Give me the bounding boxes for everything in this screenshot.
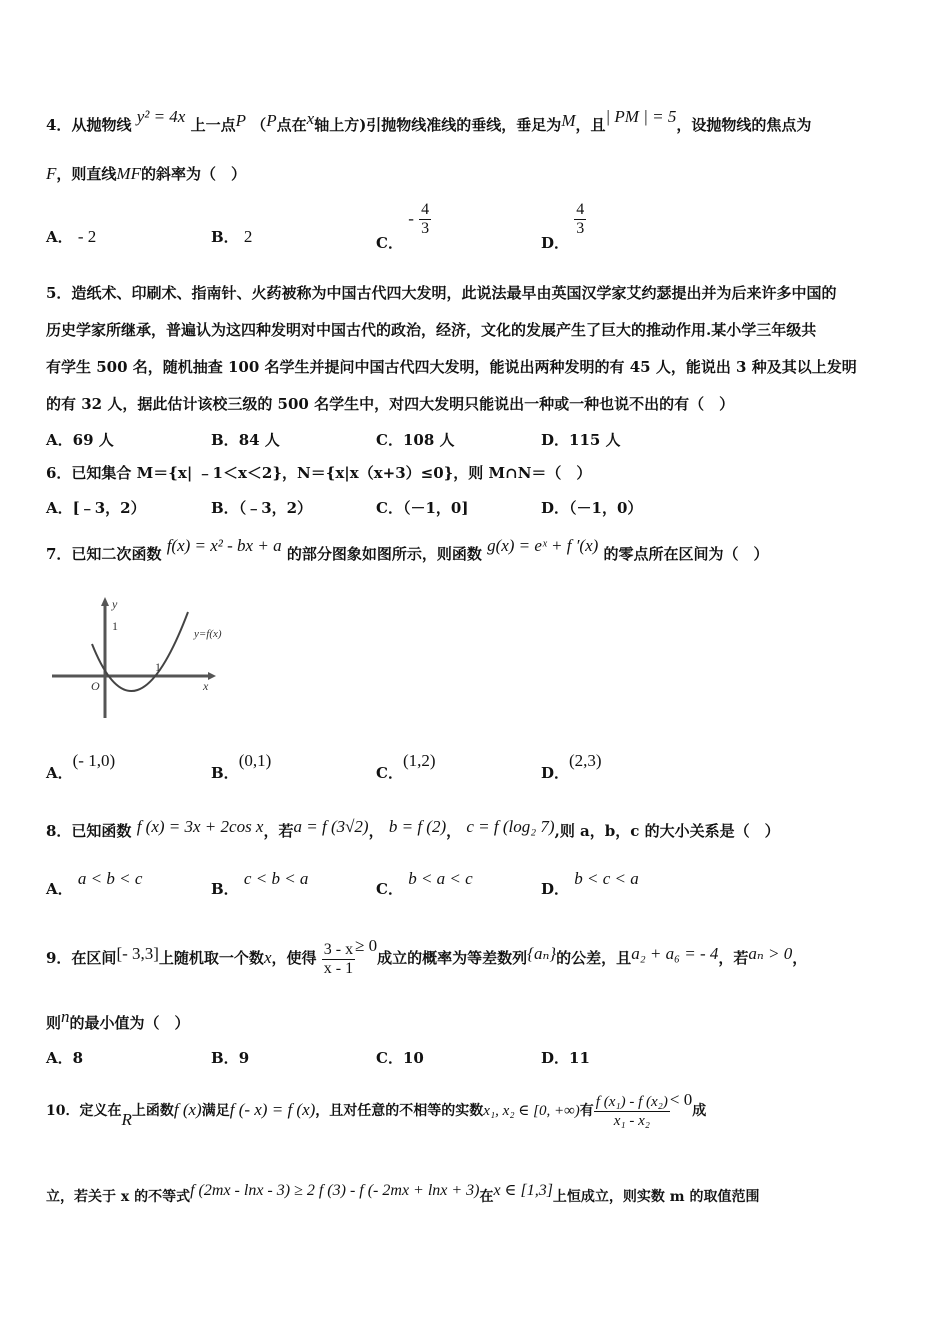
q8-option-c[interactable]: C． b < a < c xyxy=(376,869,473,898)
q5-option-d[interactable]: D．115 人 xyxy=(541,431,621,449)
q4-option-d[interactable]: D． $\frac{4}{3}$ xyxy=(541,201,585,252)
q7-option-b[interactable]: B．(0,1) xyxy=(211,751,272,782)
q9-line2: 则n的最小值为（ ） xyxy=(46,1007,190,1032)
q8-option-d[interactable]: D． b < c < a xyxy=(541,869,639,898)
x-axis-arrow xyxy=(208,672,216,680)
q7-text: 7．已知二次函数 f(x) = x² - bx + a 的部分图象如图所示，则函数 g(x) = eˣ + f ′(x) 的零点所在区间为（ ） xyxy=(46,536,769,563)
q9-option-c[interactable]: C．10 xyxy=(376,1049,424,1067)
q9-fraction: $\frac{3 - x}{x - 1}$ xyxy=(323,940,354,977)
q4-line2: F，则直线MF的斜率为（ ） xyxy=(46,164,246,183)
q4-parabola-eq: y² = 4x xyxy=(136,107,186,126)
q4-option-b[interactable]: B． 2 xyxy=(211,227,253,246)
q10-fraction: $\frac{\text{f (x₁) - f (x₂)}}{\text{x₁ - x₂}}$ xyxy=(595,1093,668,1129)
q8-a-def: a = f (3√2) xyxy=(293,817,369,836)
q4-option-a[interactable]: A． - 2 xyxy=(46,227,97,246)
q9-sum: a₂ + a₆ = - 4 xyxy=(631,944,719,963)
q4-option-c[interactable]: C． - $\frac{4}{3}$ xyxy=(376,201,430,252)
q9-option-d[interactable]: D．11 xyxy=(541,1049,590,1067)
q10-inequality: f (2mx - lnx - 3) ≥ 2 f (3) - f (- 2mx + lnx + 3) xyxy=(190,1182,480,1199)
q10-even-condition: f (- x) = f (x) xyxy=(229,1100,316,1119)
x-axis-label: x xyxy=(203,679,209,693)
q6-option-c[interactable]: C．（－1，0] xyxy=(376,499,469,517)
y-axis-label: y xyxy=(112,597,118,611)
q8-c-def: c = f (log₂ 7) xyxy=(466,817,555,836)
curve-label: y=f(x) xyxy=(194,628,222,640)
x-tick-label: 1 xyxy=(155,660,161,674)
q10-domain: x₁, x₂ ∈ [0, +∞) xyxy=(483,1103,580,1119)
q5-option-c[interactable]: C．108 人 xyxy=(376,431,455,449)
q6-option-b[interactable]: B．（﹣3，2） xyxy=(211,499,313,517)
q5-line1: 5．造纸术、印刷术、指南针、火药被称为中国古代四大发明，此说法最早由英国汉学家艾约瑟提出并为后来许多中国的 xyxy=(46,284,837,302)
q9-option-b[interactable]: B．9 xyxy=(211,1049,250,1067)
q4-option-d-fraction: $\frac{4}{3}$ xyxy=(576,201,585,237)
q7-parabola-graph xyxy=(48,592,248,722)
q9-sequence: {aₙ} xyxy=(527,944,557,963)
q7-g-def: g(x) = eˣ + f ′(x) xyxy=(487,536,599,555)
q8-text: 8．已知函数 f (x) = 3x + 2cos x，若a = f (3√2)， b = f (2)， c = f (log₂ 7),则 a，b，c 的大小关系是（ ） xyxy=(46,817,780,840)
q5-option-a[interactable]: A．69 人 xyxy=(46,431,114,449)
q8-f-def: f (x) = 3x + 2cos x xyxy=(136,817,264,836)
q5-line4: 的有 32 人，据此估计该校三级的 500 名学生中，对四大发明只能说出一种或一种也说不出的有（ ） xyxy=(46,395,735,413)
q7-option-c[interactable]: C．(1,2) xyxy=(376,751,436,782)
q4-option-c-fraction: $\frac{4}{3}$ xyxy=(421,201,430,237)
q9-option-a[interactable]: A．8 xyxy=(46,1049,84,1067)
q8-b-def: b = f (2) xyxy=(388,817,447,836)
y-axis-arrow xyxy=(101,597,109,606)
y-tick-label: 1 xyxy=(112,619,118,633)
q5-line3: 有学生 500 名，随机抽查 100 名学生并提问中国古代四大发明，能说出两种发明的有 45 人，能说出 3 种及其以上发明 xyxy=(46,358,857,376)
q5-line2: 历史学家所继承，普遍认为这四种发明对中国古代的政治，经济，文化的发展产生了巨大的推动作用.某小学三年级共 xyxy=(46,321,817,339)
q6-option-d[interactable]: D．（－1，0） xyxy=(541,499,643,517)
q4-pm-length: | PM | = 5 xyxy=(605,107,677,126)
q10-line1: 10．定义在R上函数f (x)满足f (- x) = f (x)，且对任意的不相等的实数x₁, x₂ ∈ [0, +∞)有 $\frac{\text{f (x₁) - f (x₂)}}{\text{x₁ - x₂}}$ < 0成 xyxy=(46,1090,707,1129)
q8-option-a[interactable]: A． a < b < c xyxy=(46,869,143,898)
q6-option-a[interactable]: A．[﹣3，2） xyxy=(46,499,146,517)
q7-f-def: f(x) = x² - bx + a xyxy=(166,536,282,555)
q5-option-b[interactable]: B．84 人 xyxy=(211,431,280,449)
q4-line1: 4．从抛物线 y² = 4x 上一点P （P点在x轴上方)引抛物线准线的垂线，垂足为M，且| PM | = 5，设抛物线的焦点为 xyxy=(46,107,812,134)
q6-text: 6．已知集合 M＝{x| ﹣1＜x＜2}，N＝{x|x（x+3）≤0}，则 M∩N＝（ ） xyxy=(46,464,592,482)
q10-range: x ∈ [1,3] xyxy=(493,1182,553,1199)
q9-interval: [- 3,3] xyxy=(116,944,159,963)
q7-option-a[interactable]: A．(- 1,0) xyxy=(46,751,116,782)
q7-option-d[interactable]: D．(2,3) xyxy=(541,751,602,782)
q9-line1: 9．在区间[- 3,3]上随机取一个数x，使得 $\frac{3 - x}{x - 1}$ ≥ 0成立的概率为等差数列{aₙ}的公差，且a₂ + a₆ = - 4，若aₙ > 0， xyxy=(46,936,808,977)
origin-label: O xyxy=(91,679,100,693)
q10-line2: 立，若关于 x 的不等式f (2mx - lnx - 3) ≥ 2 f (3) - f (- 2mx + lnx + 3)在x ∈ [1,3]上恒成立，则实数 m 的取值范围 xyxy=(46,1182,760,1205)
q4-number: 4． xyxy=(46,116,72,134)
q8-option-b[interactable]: B． c < b < a xyxy=(211,869,309,898)
